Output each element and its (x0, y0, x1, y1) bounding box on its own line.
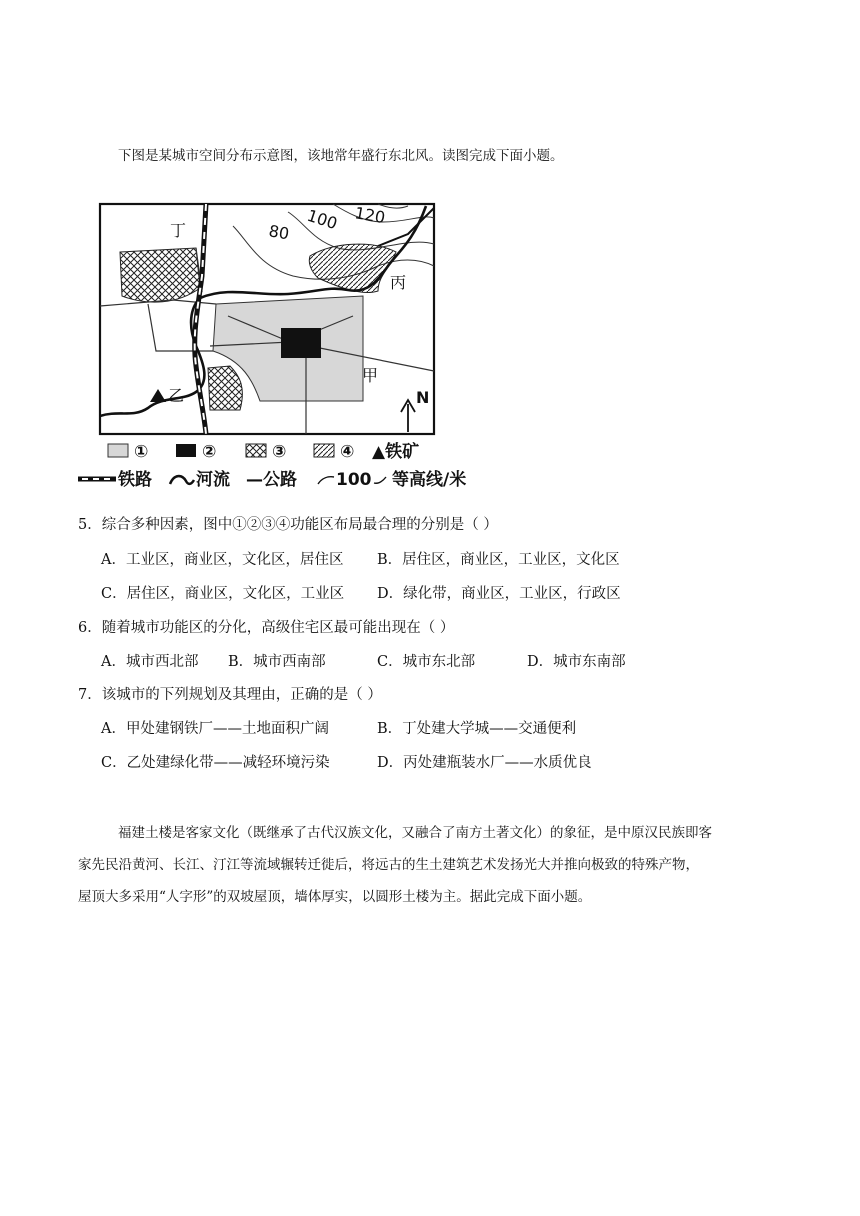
question-5-option-a: A．工业区，商业区，文化区，居住区 (101, 552, 344, 568)
zone-2-area (281, 328, 321, 358)
passage-line-3: 屋顶大多采用“人字形”的双坡屋顶，墙体厚实，以圆形土楼为主。据此完成下面小题。 (78, 889, 592, 905)
question-6-stem: 6．随着城市功能区的分化，高级住宅区最可能出现在（ ） (78, 620, 455, 636)
legend-river: 河流 (196, 470, 230, 490)
question-7-option-c: C．乙处建绿化带——减轻环境污染 (101, 755, 330, 771)
legend-zone-2: ② (202, 442, 217, 462)
question-5-option-c: C．居住区，商业区，文化区，工业区 (101, 586, 345, 602)
passage-line-2: 家先民沿黄河、长江、汀江等流域辗转迁徙后，将远古的生土建筑艺术发扬光大并推向极致的特殊产物， (78, 857, 699, 873)
question-5-stem: 5．综合多种因素，图中①②③④功能区布局最合理的分别是（ ） (78, 517, 498, 533)
legend-zone-4: ④ (340, 442, 355, 462)
legend-zone-1: ① (134, 442, 149, 462)
question-6-option-b: B．城市西南部 (228, 654, 326, 670)
svg-text:N: N (416, 388, 430, 407)
question-6-option-d: D．城市东南部 (527, 654, 626, 670)
passage-line-1: 福建土楼是客家文化（既继承了古代汉族文化，又融合了南方土著文化）的象征，是中原汉民族即客 (118, 825, 712, 841)
question-5-option-b: B．居住区，商业区，工业区，文化区 (377, 552, 620, 568)
city-map (78, 196, 508, 491)
label-ding: 丁 (170, 221, 187, 240)
legend (78, 441, 466, 490)
question-7-stem: 7．该城市的下列规划及其理由，正确的是（ ） (78, 687, 382, 703)
zone-3-area-northwest (120, 248, 200, 302)
question-5-option-d: D．绿化带，商业区，工业区，行政区 (377, 586, 621, 602)
question-7-option-d: D．丙处建瓶装水厂——水质优良 (377, 755, 592, 771)
legend-contour-value: 100 (336, 470, 372, 490)
legend-contour: 等高线/米 (392, 470, 467, 490)
question-6-option-c: C．城市东北部 (377, 654, 476, 670)
question-7-option-b: B．丁处建大学城——交通便利 (377, 721, 577, 737)
legend-zone-3: ③ (272, 442, 287, 462)
label-jia: 甲 (362, 366, 379, 385)
intro-text: 下图是某城市空间分布示意图，该地常年盛行东北风。读图完成下面小题。 (118, 148, 564, 164)
legend-iron-ore: ▲铁矿 (372, 442, 420, 462)
question-7-option-a: A．甲处建钢铁厂——土地面积广阔 (101, 721, 329, 737)
label-bing: 丙 (390, 273, 407, 292)
contour-label-120: 120 (353, 203, 387, 228)
contour-label-80: 80 (267, 221, 291, 244)
legend-railway: 铁路 (118, 470, 152, 490)
question-6-option-a: A．城市西北部 (101, 654, 199, 670)
contour-label-100: 100 (304, 205, 340, 234)
label-yi: 乙 (168, 386, 185, 405)
legend-road: —公路 (246, 470, 297, 490)
